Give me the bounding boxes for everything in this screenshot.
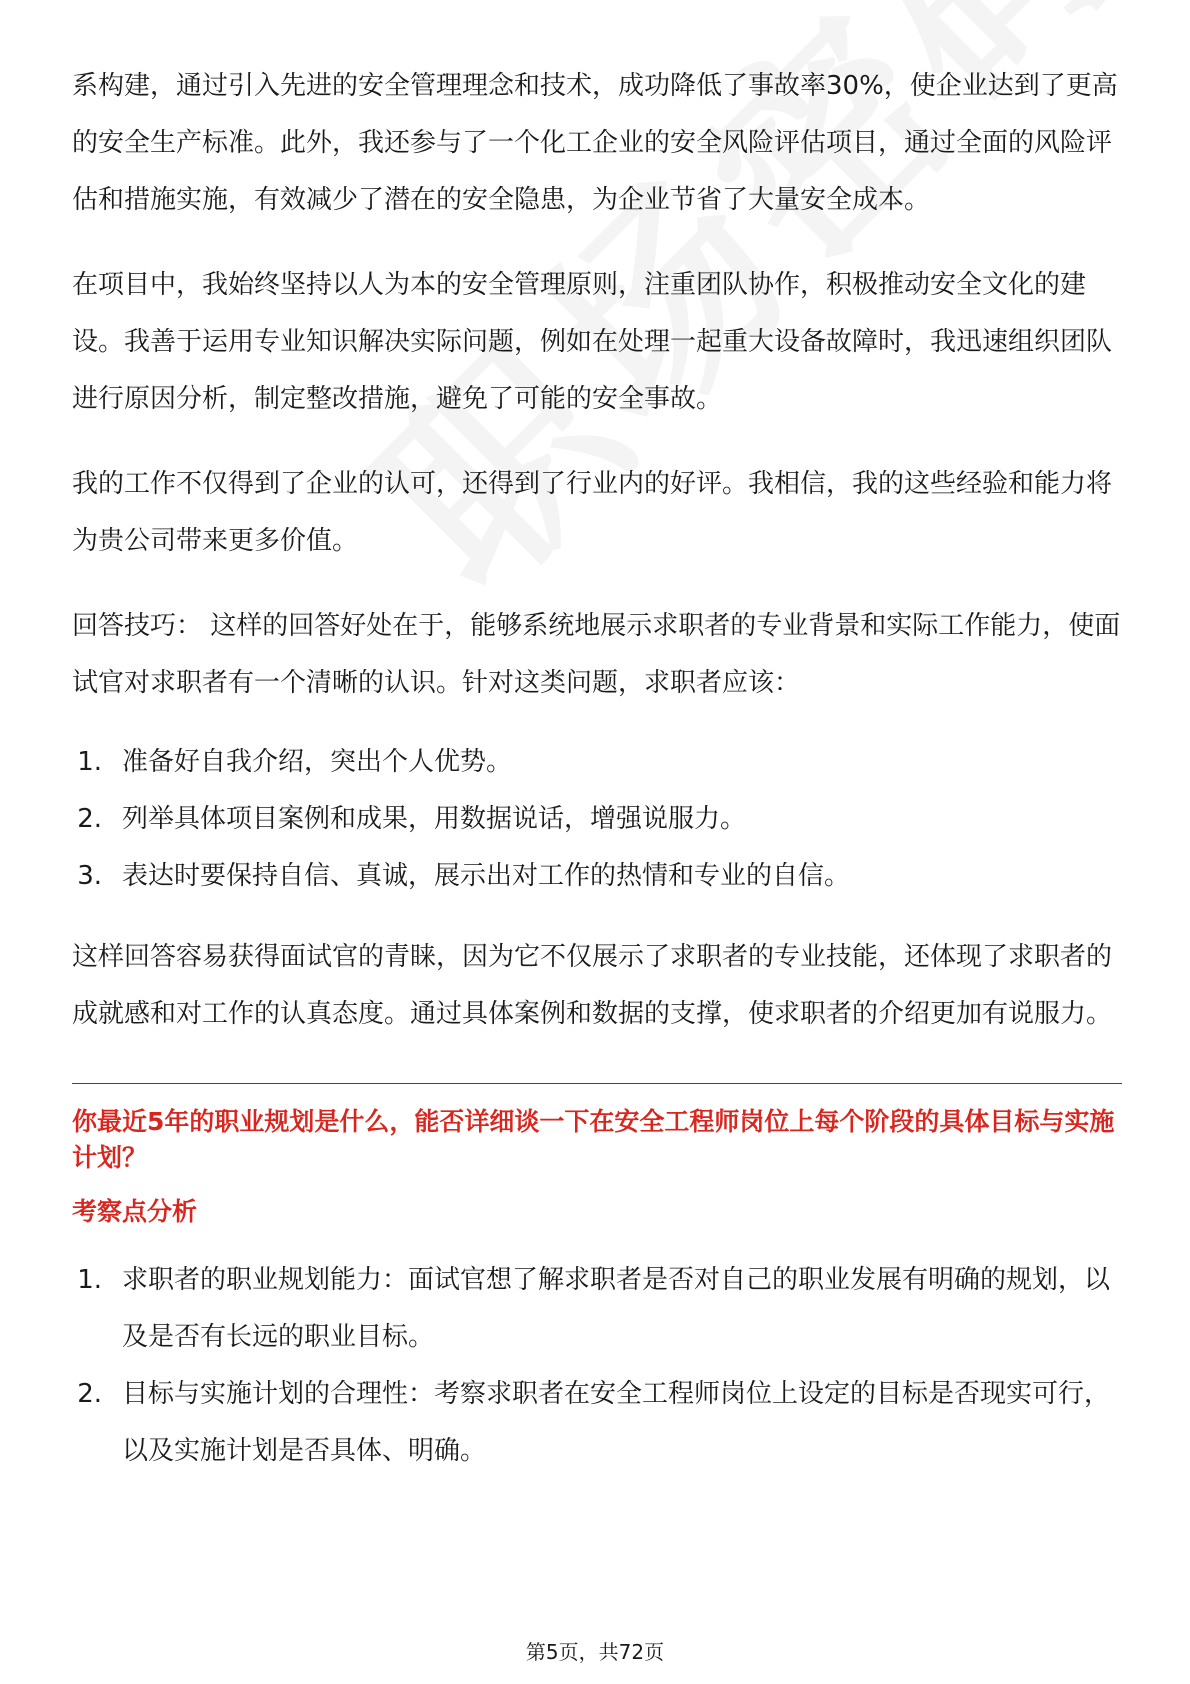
- list-item: [72, 1252, 1122, 1366]
- paragraph-management-principle: 在项目中，我始终坚持以人为本的安全管理原则，注重团队协作，积极推动安全文化的建设。我善于运用专业知识解决实际问题，例如在处理一起重大设备故障时，我迅速组织团队进行原因分析，制定整改措施，避免了可能的安全事故。: [72, 270, 1113, 414]
- list-item: [72, 1366, 1122, 1480]
- list-item-number: 1.: [77, 747, 102, 777]
- list-item-number: 1.: [77, 1265, 102, 1295]
- section-divider: [72, 1083, 1122, 1084]
- paragraph-recognition: 我的工作不仅得到了企业的认可，还得到了行业内的好评。我相信，我的这些经验和能力将为贵公司带来更多价值。: [72, 469, 1113, 556]
- list-item: [72, 791, 1122, 848]
- analysis-list: [72, 1252, 1122, 1480]
- paragraph-summary: 这样回答容易获得面试官的青睐，因为它不仅展示了求职者的专业技能，还体现了求职者的成就感和对工作的认真态度。通过具体案例和数据的支撑，使求职者的介绍更加有说服力。: [72, 942, 1113, 1029]
- list-item-number: 2.: [77, 804, 102, 834]
- page-content: [72, 58, 1122, 1480]
- list-item-text: 目标与实施计划的合理性：考察求职者在安全工程师岗位上设定的目标是否现实可行，以及实施计划是否具体、明确。: [122, 1379, 1111, 1466]
- list-item-number: 3.: [77, 861, 102, 891]
- interview-question: 你最近5年的职业规划是什么，能否详细谈一下在安全工程师岗位上每个阶段的具体目标与实施计划？: [72, 1107, 1115, 1172]
- list-item: [72, 848, 1122, 905]
- list-item-text: 列举具体项目案例和成果，用数据说话，增强说服力。: [122, 804, 747, 834]
- list-item-text: 准备好自我介绍，突出个人优势。: [122, 747, 513, 777]
- list-item-text: 表达时要保持自信、真诚，展示出对工作的热情和专业的自信。: [122, 861, 851, 891]
- list-item: [72, 734, 1122, 791]
- page-footer: 第5页，共72页: [525, 1640, 665, 1664]
- list-item-text: 求职者的职业规划能力：面试官想了解求职者是否对自己的职业发展有明确的规划，以及是否有长远的职业目标。: [122, 1265, 1111, 1352]
- paragraph-answer-tips: 回答技巧： 这样的回答好处在于，能够系统地展示求职者的专业背景和实际工作能力，使面试官对求职者有一个清晰的认识。针对这类问题，求职者应该：: [72, 611, 1121, 698]
- list-item-number: 2.: [77, 1379, 102, 1409]
- tips-list: [72, 734, 1122, 905]
- analysis-heading: 考察点分析: [72, 1197, 198, 1226]
- paragraph-project-results: 系构建，通过引入先进的安全管理理念和技术，成功降低了事故率30%，使企业达到了更高的安全生产标准。此外，我还参与了一个化工企业的安全风险评估项目，通过全面的风险评估和措施实施，有效减少了潜在的安全隐患，为企业节省了大量安全成本。: [72, 71, 1118, 215]
